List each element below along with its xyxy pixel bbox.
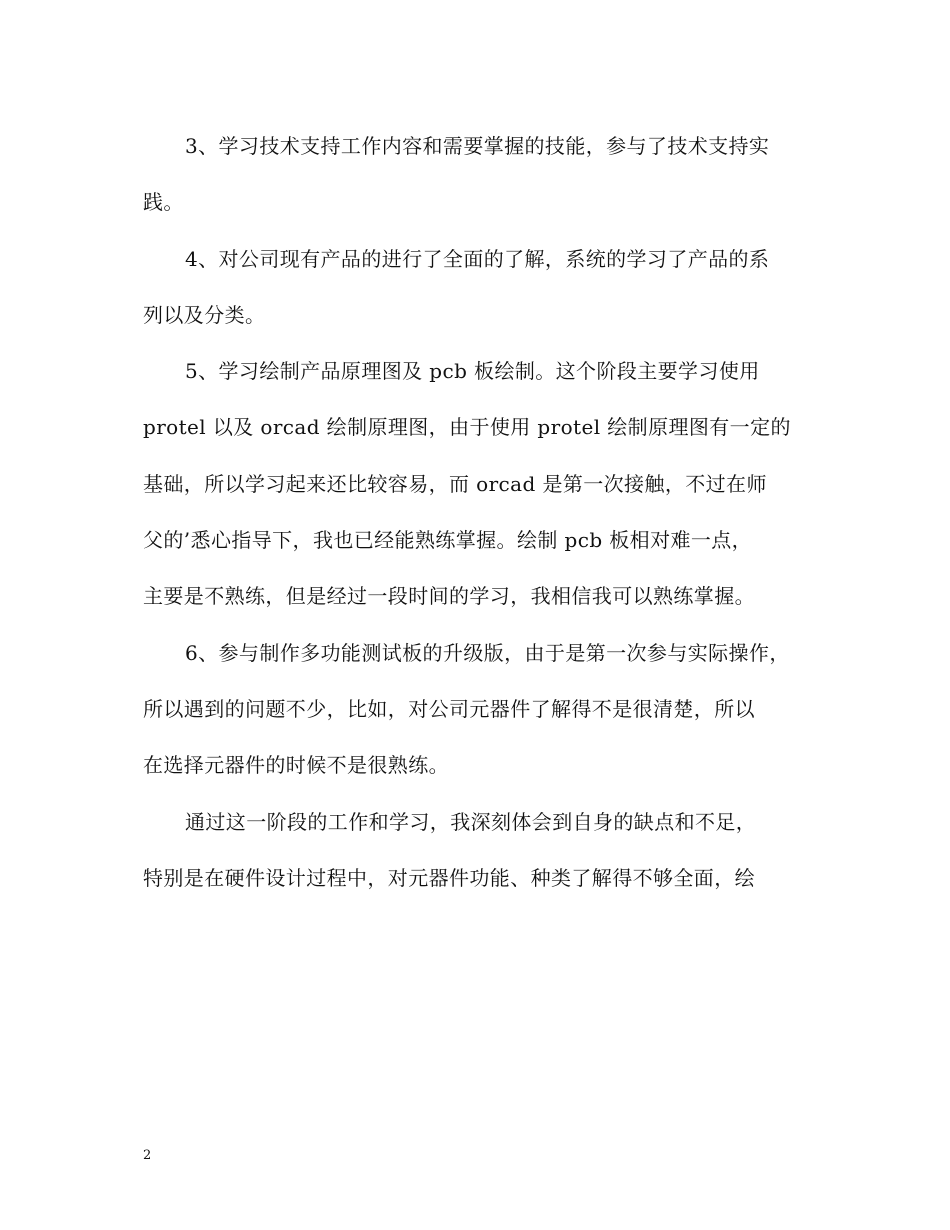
- page-number: 2: [143, 1148, 152, 1163]
- paragraph-line: 在选择元器件的时候不是很熟练。: [143, 753, 449, 778]
- paragraph-line: 特别是在硬件设计过程中，对元器件功能、种类了解得不够全面，绘: [143, 865, 755, 890]
- paragraph-line: 通过这一阶段的工作和学习，我深刻体会到自身的缺点和不足，: [185, 809, 757, 834]
- paragraph-line: 所以遇到的问题不少，比如，对公司元器件了解得不是很清楚，所以: [143, 696, 755, 721]
- paragraph-line: 父的’悉心指导下，我也已经能熟练掌握。绘制 pcb 板相对难一点，: [143, 528, 753, 553]
- paragraph-line: 4、对公司现有产品的进行了全面的了解，系统的学习了产品的系: [185, 246, 770, 271]
- paragraph-line: 列以及分类。: [143, 302, 266, 327]
- paragraph-line: 践。: [143, 190, 184, 215]
- paragraph-line: 主要是不熟练，但是经过一段时间的学习，我相信我可以熟练掌握。: [143, 584, 755, 609]
- paragraph-line: 3、学习技术支持工作内容和需要掌握的技能，参与了技术支持实: [185, 134, 770, 158]
- paragraph-line: 6、参与制作多功能测试板的升级版，由于是第一次参与实际操作，: [185, 640, 790, 665]
- paragraph-line: 基础，所以学习起来还比较容易，而 orcad 是第一次接触，不过在师: [143, 471, 767, 496]
- paragraph-line: protel 以及 orcad 绘制原理图，由于使用 protel 绘制原理图有一定的: [143, 415, 791, 440]
- body-text: [143, 118, 823, 906]
- paragraph-line: 5、学习绘制产品原理图及 pcb 板绘制。这个阶段主要学习使用: [185, 359, 760, 384]
